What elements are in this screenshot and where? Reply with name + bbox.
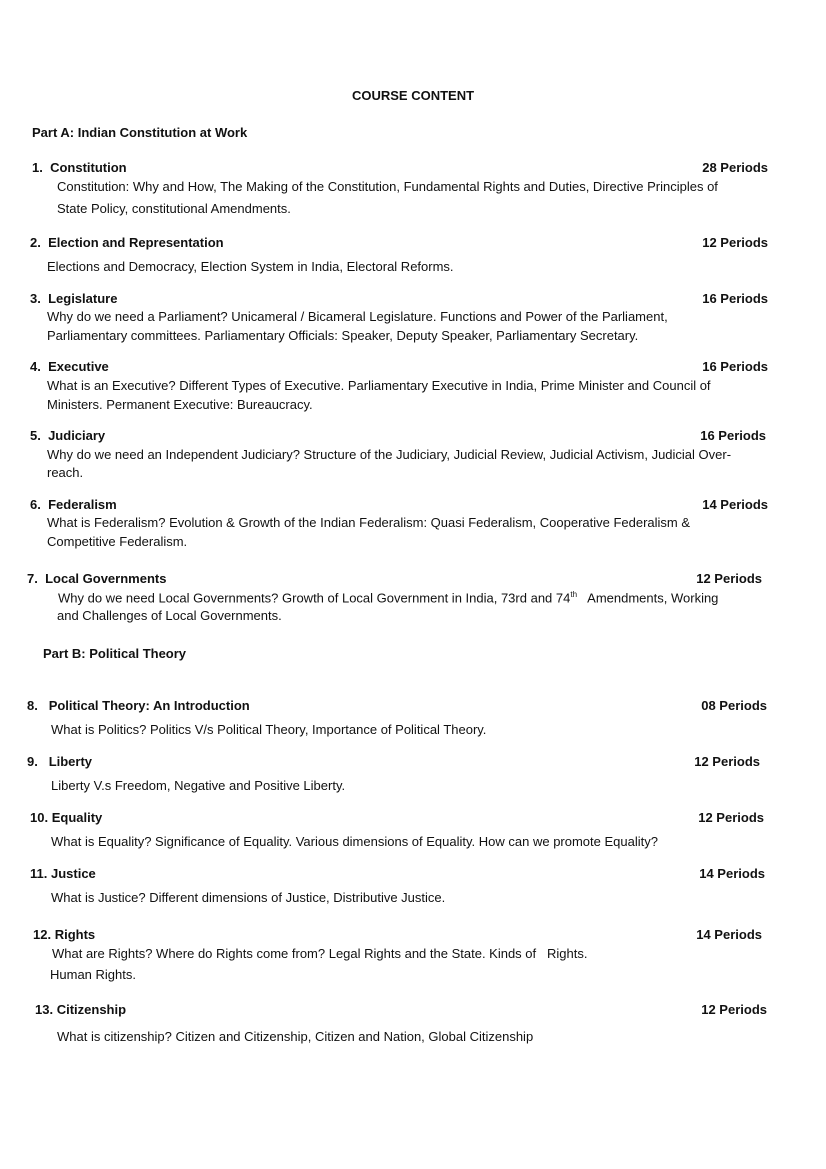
unit-name: Citizenship (56, 1002, 127, 1017)
unit-name: Local Governments (45, 571, 167, 586)
unit-periods: 12 Periods (696, 571, 762, 586)
unit-name: Political Theory: An Introduction (48, 698, 250, 713)
unit-name: Executive (48, 359, 109, 374)
unit-name: Constitution (50, 160, 127, 175)
unit-name: Justice (50, 866, 96, 881)
unit-periods: 16 Periods (702, 291, 768, 306)
unit-description-line: Liberty V.s Freedom, Negative and Positive Liberty. (51, 778, 346, 793)
unit-name: Rights (54, 927, 96, 942)
unit-heading (33, 927, 95, 942)
unit-periods: 12 Periods (694, 754, 760, 769)
unit-periods: 14 Periods (696, 927, 762, 942)
unit-periods: 08 Periods (701, 698, 767, 713)
unit-description-line: Competitive Federalism. (47, 534, 188, 549)
unit-description-line: Why do we need an Independent Judiciary? Structure of the Judiciary, Judicial Review, Judicial Activism, Judicial Over- (47, 447, 732, 462)
unit-periods: 16 Periods (702, 359, 768, 374)
unit-description-line: What are Rights? Where do Rights come from? Legal Rights and the State. Kinds of Rights. (52, 946, 588, 961)
unit-name: Legislature (48, 291, 118, 306)
page-title: COURSE CONTENT (351, 88, 475, 103)
unit-number: 4. (30, 359, 41, 374)
unit-number: 7. (27, 571, 38, 586)
unit-number: 5. (30, 428, 41, 443)
unit-description-line: State Policy, constitutional Amendments. (57, 201, 291, 216)
unit-number: 3. (30, 291, 41, 306)
unit-description-line: Constitution: Why and How, The Making of the Constitution, Fundamental Rights and Duties, Directive Principles of (57, 179, 718, 194)
unit-heading (30, 866, 96, 881)
part-a-heading: Part A: Indian Constitution at Work (32, 125, 248, 140)
unit-name: Federalism (48, 497, 117, 512)
unit-number: 9. (27, 754, 38, 769)
unit-name: Judiciary (48, 428, 106, 443)
unit-description-line: What is an Executive? Different Types of Executive. Parliamentary Executive in India, Prime Minister and Council of (47, 378, 711, 393)
unit-number: 1. (32, 160, 43, 175)
unit-description-line: What is citizenship? Citizen and Citizenship, Citizen and Nation, Global Citizenship (57, 1029, 534, 1044)
unit-periods: 12 Periods (698, 810, 764, 825)
unit-periods: 12 Periods (701, 1002, 767, 1017)
superscript: th (570, 590, 578, 599)
unit-number: 8. (27, 698, 38, 713)
unit-heading (35, 1002, 126, 1017)
unit-name: Election and Representation (48, 235, 224, 250)
unit-number: 10. (30, 810, 49, 825)
unit-heading (30, 428, 105, 443)
unit-description-line: What is Politics? Politics V/s Political Theory, Importance of Political Theory. (51, 722, 487, 737)
unit-periods: 12 Periods (702, 235, 768, 250)
description-text: Amendments, Working (587, 590, 719, 606)
unit-heading (30, 810, 102, 825)
unit-heading (30, 235, 224, 250)
unit-periods: 14 Periods (702, 497, 768, 512)
unit-periods: 16 Periods (700, 428, 766, 443)
unit-description-line: What is Equality? Significance of Equality. Various dimensions of Equality. How can we promote Equality? (51, 834, 658, 849)
unit-name: Liberty (48, 754, 93, 769)
unit-description-line: reach. (47, 465, 84, 480)
unit-description-line: What is Justice? Different dimensions of Justice, Distributive Justice. (51, 890, 446, 905)
unit-heading (27, 571, 166, 586)
unit-number: 2. (30, 235, 41, 250)
unit-heading (30, 291, 117, 306)
unit-periods: 28 Periods (702, 160, 768, 175)
unit-description-line (58, 590, 718, 605)
unit-heading (27, 754, 92, 769)
unit-description-line: What is Federalism? Evolution & Growth of the Indian Federalism: Quasi Federalism, Cooperative Federalism & (47, 515, 691, 530)
unit-name: Equality (51, 810, 103, 825)
unit-number: 11. (30, 866, 48, 881)
unit-heading (30, 359, 109, 374)
unit-heading (27, 698, 250, 713)
part-b-heading: Part B: Political Theory (43, 646, 187, 661)
unit-description-line: Why do we need a Parliament? Unicameral / Bicameral Legislature. Functions and Power of the Parliament, (47, 309, 668, 324)
unit-periods: 14 Periods (699, 866, 765, 881)
unit-heading (30, 497, 117, 512)
unit-description-line: Human Rights. (50, 967, 136, 982)
unit-number: 6. (30, 497, 41, 512)
unit-number: 13. (35, 1002, 54, 1017)
unit-description-line: Parliamentary committees. Parliamentary Officials: Speaker, Deputy Speaker, Parliamentary Secretary. (47, 328, 639, 343)
unit-heading (32, 160, 127, 175)
unit-number: 12. (33, 927, 52, 942)
unit-description-line: and Challenges of Local Governments. (57, 608, 282, 623)
unit-description-line: Elections and Democracy, Election System in India, Electoral Reforms. (47, 259, 454, 274)
unit-description-line: Ministers. Permanent Executive: Bureaucracy. (47, 397, 313, 412)
description-text: Why do we need Local Governments? Growth of Local Government in India, 73rd and 74 (58, 590, 571, 606)
